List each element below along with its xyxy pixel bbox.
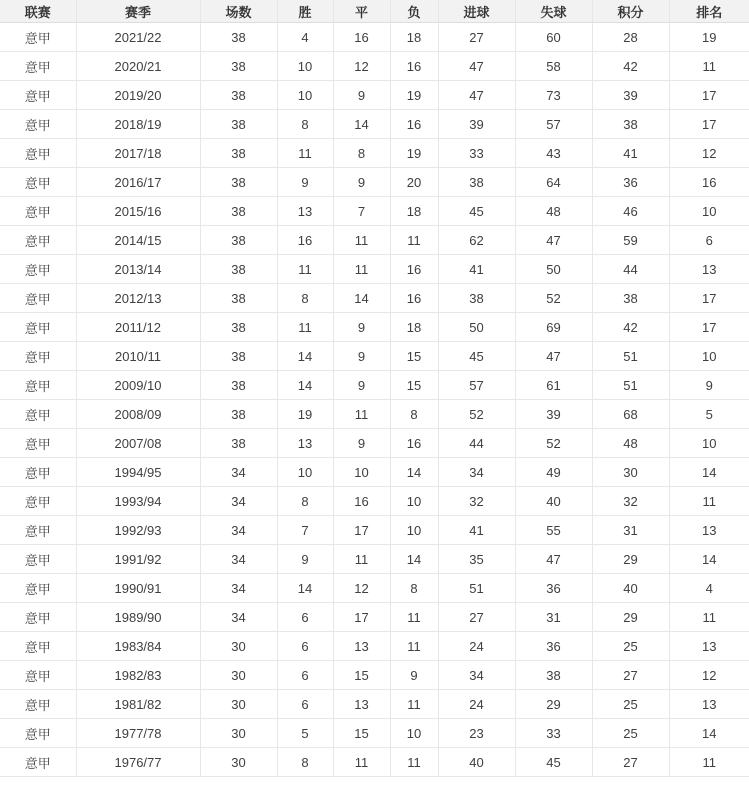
cell-league: 意甲 (0, 23, 76, 52)
table-row (0, 458, 749, 487)
cell-losses: 11 (390, 748, 438, 777)
cell-matches: 30 (200, 661, 277, 690)
cell-draws: 11 (333, 226, 390, 255)
cell-matches: 38 (200, 168, 277, 197)
cell-season: 1992/93 (76, 516, 200, 545)
cell-points: 30 (592, 458, 669, 487)
cell-wins: 7 (277, 516, 333, 545)
cell-wins: 8 (277, 110, 333, 139)
cell-goals-for: 45 (438, 197, 515, 226)
cell-matches: 38 (200, 371, 277, 400)
table-row (0, 574, 749, 603)
cell-wins: 14 (277, 342, 333, 371)
cell-league: 意甲 (0, 197, 76, 226)
cell-matches: 38 (200, 255, 277, 284)
cell-rank: 10 (669, 197, 749, 226)
cell-league: 意甲 (0, 429, 76, 458)
cell-goals-against: 57 (515, 110, 592, 139)
cell-points: 38 (592, 110, 669, 139)
cell-rank: 11 (669, 603, 749, 632)
cell-draws: 9 (333, 429, 390, 458)
cell-draws: 17 (333, 603, 390, 632)
cell-losses: 16 (390, 429, 438, 458)
cell-league: 意甲 (0, 81, 76, 110)
cell-rank: 5 (669, 400, 749, 429)
cell-rank: 9 (669, 371, 749, 400)
cell-rank: 13 (669, 516, 749, 545)
table-row (0, 371, 749, 400)
table-row (0, 690, 749, 719)
table-row (0, 197, 749, 226)
cell-rank: 17 (669, 313, 749, 342)
cell-season: 1994/95 (76, 458, 200, 487)
cell-draws: 17 (333, 516, 390, 545)
cell-goals-for: 24 (438, 632, 515, 661)
cell-draws: 9 (333, 168, 390, 197)
table-row (0, 719, 749, 748)
cell-points: 27 (592, 661, 669, 690)
cell-losses: 16 (390, 52, 438, 81)
cell-goals-against: 50 (515, 255, 592, 284)
table-row (0, 284, 749, 313)
cell-rank: 12 (669, 661, 749, 690)
cell-draws: 16 (333, 487, 390, 516)
cell-draws: 9 (333, 342, 390, 371)
cell-season: 2010/11 (76, 342, 200, 371)
table-row (0, 661, 749, 690)
cell-losses: 11 (390, 603, 438, 632)
cell-goals-for: 45 (438, 342, 515, 371)
cell-league: 意甲 (0, 139, 76, 168)
cell-season: 2017/18 (76, 139, 200, 168)
cell-season: 2011/12 (76, 313, 200, 342)
cell-season: 1983/84 (76, 632, 200, 661)
cell-league: 意甲 (0, 313, 76, 342)
cell-draws: 12 (333, 52, 390, 81)
cell-goals-against: 43 (515, 139, 592, 168)
cell-draws: 12 (333, 574, 390, 603)
cell-points: 46 (592, 197, 669, 226)
cell-season: 1989/90 (76, 603, 200, 632)
cell-wins: 11 (277, 255, 333, 284)
cell-points: 25 (592, 632, 669, 661)
table-row (0, 226, 749, 255)
cell-losses: 15 (390, 342, 438, 371)
cell-draws: 15 (333, 719, 390, 748)
cell-losses: 19 (390, 139, 438, 168)
cell-matches: 38 (200, 226, 277, 255)
cell-losses: 8 (390, 574, 438, 603)
cell-draws: 13 (333, 632, 390, 661)
cell-season: 2018/19 (76, 110, 200, 139)
cell-league: 意甲 (0, 661, 76, 690)
cell-draws: 9 (333, 81, 390, 110)
cell-rank: 16 (669, 168, 749, 197)
cell-goals-for: 62 (438, 226, 515, 255)
cell-losses: 16 (390, 110, 438, 139)
cell-points: 44 (592, 255, 669, 284)
cell-matches: 38 (200, 197, 277, 226)
cell-matches: 34 (200, 516, 277, 545)
cell-season: 2015/16 (76, 197, 200, 226)
cell-season: 1991/92 (76, 545, 200, 574)
cell-matches: 38 (200, 313, 277, 342)
cell-goals-for: 52 (438, 400, 515, 429)
cell-wins: 10 (277, 52, 333, 81)
cell-goals-for: 33 (438, 139, 515, 168)
table-row (0, 110, 749, 139)
cell-draws: 13 (333, 690, 390, 719)
cell-season: 1990/91 (76, 574, 200, 603)
cell-league: 意甲 (0, 748, 76, 777)
table-row (0, 748, 749, 777)
cell-goals-against: 47 (515, 545, 592, 574)
cell-draws: 9 (333, 371, 390, 400)
cell-wins: 6 (277, 690, 333, 719)
cell-losses: 18 (390, 23, 438, 52)
cell-league: 意甲 (0, 574, 76, 603)
cell-points: 29 (592, 603, 669, 632)
column-header-rank: 排名 (669, 0, 749, 23)
cell-wins: 4 (277, 23, 333, 52)
cell-season: 2019/20 (76, 81, 200, 110)
cell-league: 意甲 (0, 400, 76, 429)
cell-goals-for: 38 (438, 168, 515, 197)
cell-wins: 14 (277, 574, 333, 603)
table-body (0, 23, 749, 777)
cell-matches: 38 (200, 52, 277, 81)
cell-season: 1976/77 (76, 748, 200, 777)
table-row (0, 516, 749, 545)
cell-matches: 38 (200, 284, 277, 313)
header-row (0, 0, 749, 23)
cell-goals-against: 60 (515, 23, 592, 52)
cell-season: 2008/09 (76, 400, 200, 429)
cell-rank: 13 (669, 690, 749, 719)
cell-goals-against: 38 (515, 661, 592, 690)
cell-wins: 11 (277, 139, 333, 168)
cell-goals-against: 52 (515, 284, 592, 313)
cell-wins: 10 (277, 81, 333, 110)
cell-draws: 8 (333, 139, 390, 168)
table-row (0, 23, 749, 52)
cell-goals-against: 40 (515, 487, 592, 516)
column-header-matches: 场数 (200, 0, 277, 23)
cell-rank: 17 (669, 110, 749, 139)
cell-goals-against: 36 (515, 574, 592, 603)
cell-matches: 38 (200, 23, 277, 52)
column-header-league: 联赛 (0, 0, 76, 23)
cell-goals-for: 41 (438, 255, 515, 284)
cell-season: 2014/15 (76, 226, 200, 255)
cell-goals-against: 48 (515, 197, 592, 226)
cell-rank: 11 (669, 52, 749, 81)
cell-goals-against: 52 (515, 429, 592, 458)
cell-league: 意甲 (0, 603, 76, 632)
cell-league: 意甲 (0, 110, 76, 139)
table-row (0, 487, 749, 516)
cell-points: 31 (592, 516, 669, 545)
cell-losses: 10 (390, 487, 438, 516)
cell-goals-against: 73 (515, 81, 592, 110)
cell-matches: 34 (200, 487, 277, 516)
cell-wins: 14 (277, 371, 333, 400)
cell-league: 意甲 (0, 226, 76, 255)
cell-rank: 10 (669, 429, 749, 458)
cell-matches: 30 (200, 690, 277, 719)
cell-losses: 20 (390, 168, 438, 197)
cell-wins: 9 (277, 545, 333, 574)
cell-goals-for: 27 (438, 603, 515, 632)
cell-losses: 16 (390, 255, 438, 284)
cell-matches: 38 (200, 139, 277, 168)
cell-goals-against: 69 (515, 313, 592, 342)
cell-season: 2007/08 (76, 429, 200, 458)
cell-losses: 18 (390, 313, 438, 342)
cell-losses: 11 (390, 632, 438, 661)
column-header-draws: 平 (333, 0, 390, 23)
table-row (0, 400, 749, 429)
cell-losses: 10 (390, 516, 438, 545)
cell-losses: 14 (390, 458, 438, 487)
cell-points: 36 (592, 168, 669, 197)
cell-draws: 10 (333, 458, 390, 487)
cell-draws: 11 (333, 255, 390, 284)
cell-goals-against: 49 (515, 458, 592, 487)
cell-points: 40 (592, 574, 669, 603)
cell-matches: 38 (200, 429, 277, 458)
cell-draws: 16 (333, 23, 390, 52)
cell-rank: 13 (669, 632, 749, 661)
cell-goals-for: 34 (438, 458, 515, 487)
cell-wins: 8 (277, 748, 333, 777)
cell-matches: 30 (200, 748, 277, 777)
cell-matches: 34 (200, 458, 277, 487)
cell-losses: 8 (390, 400, 438, 429)
cell-points: 59 (592, 226, 669, 255)
cell-wins: 6 (277, 603, 333, 632)
cell-league: 意甲 (0, 545, 76, 574)
cell-draws: 14 (333, 284, 390, 313)
cell-matches: 38 (200, 400, 277, 429)
cell-goals-against: 61 (515, 371, 592, 400)
cell-matches: 30 (200, 719, 277, 748)
cell-goals-against: 47 (515, 342, 592, 371)
cell-rank: 14 (669, 719, 749, 748)
table-row (0, 545, 749, 574)
cell-season: 2012/13 (76, 284, 200, 313)
cell-goals-against: 39 (515, 400, 592, 429)
cell-goals-for: 38 (438, 284, 515, 313)
cell-losses: 18 (390, 197, 438, 226)
cell-season: 2020/21 (76, 52, 200, 81)
table-row (0, 255, 749, 284)
cell-matches: 30 (200, 632, 277, 661)
cell-league: 意甲 (0, 342, 76, 371)
cell-rank: 17 (669, 81, 749, 110)
cell-goals-for: 24 (438, 690, 515, 719)
table-row (0, 52, 749, 81)
cell-season: 2021/22 (76, 23, 200, 52)
cell-losses: 11 (390, 690, 438, 719)
cell-points: 41 (592, 139, 669, 168)
column-header-season: 赛季 (76, 0, 200, 23)
cell-rank: 12 (669, 139, 749, 168)
cell-points: 68 (592, 400, 669, 429)
cell-rank: 11 (669, 748, 749, 777)
column-header-losses: 负 (390, 0, 438, 23)
cell-rank: 17 (669, 284, 749, 313)
cell-goals-for: 39 (438, 110, 515, 139)
cell-rank: 10 (669, 342, 749, 371)
cell-league: 意甲 (0, 255, 76, 284)
cell-matches: 34 (200, 574, 277, 603)
cell-rank: 6 (669, 226, 749, 255)
cell-points: 42 (592, 52, 669, 81)
cell-points: 29 (592, 545, 669, 574)
cell-matches: 34 (200, 545, 277, 574)
cell-points: 25 (592, 719, 669, 748)
cell-wins: 8 (277, 284, 333, 313)
cell-points: 48 (592, 429, 669, 458)
column-header-wins: 胜 (277, 0, 333, 23)
cell-league: 意甲 (0, 719, 76, 748)
cell-losses: 11 (390, 226, 438, 255)
cell-goals-against: 31 (515, 603, 592, 632)
cell-goals-against: 29 (515, 690, 592, 719)
cell-losses: 14 (390, 545, 438, 574)
cell-points: 51 (592, 371, 669, 400)
cell-goals-for: 51 (438, 574, 515, 603)
cell-draws: 11 (333, 545, 390, 574)
cell-goals-against: 64 (515, 168, 592, 197)
cell-matches: 38 (200, 342, 277, 371)
cell-goals-for: 32 (438, 487, 515, 516)
cell-draws: 11 (333, 748, 390, 777)
cell-rank: 14 (669, 545, 749, 574)
cell-goals-for: 50 (438, 313, 515, 342)
cell-goals-for: 41 (438, 516, 515, 545)
cell-season: 1993/94 (76, 487, 200, 516)
cell-wins: 19 (277, 400, 333, 429)
cell-season: 1977/78 (76, 719, 200, 748)
cell-goals-for: 57 (438, 371, 515, 400)
cell-matches: 34 (200, 603, 277, 632)
cell-goals-for: 40 (438, 748, 515, 777)
cell-wins: 16 (277, 226, 333, 255)
cell-league: 意甲 (0, 371, 76, 400)
cell-wins: 11 (277, 313, 333, 342)
cell-wins: 5 (277, 719, 333, 748)
cell-wins: 6 (277, 632, 333, 661)
cell-rank: 4 (669, 574, 749, 603)
cell-points: 32 (592, 487, 669, 516)
table-row (0, 603, 749, 632)
cell-draws: 15 (333, 661, 390, 690)
cell-season: 2013/14 (76, 255, 200, 284)
cell-goals-against: 47 (515, 226, 592, 255)
cell-league: 意甲 (0, 168, 76, 197)
column-header-goals-against: 失球 (515, 0, 592, 23)
cell-rank: 14 (669, 458, 749, 487)
cell-losses: 10 (390, 719, 438, 748)
cell-wins: 8 (277, 487, 333, 516)
cell-wins: 10 (277, 458, 333, 487)
cell-league: 意甲 (0, 52, 76, 81)
table-row (0, 81, 749, 110)
cell-points: 42 (592, 313, 669, 342)
cell-league: 意甲 (0, 690, 76, 719)
cell-goals-against: 36 (515, 632, 592, 661)
table-row (0, 313, 749, 342)
cell-goals-for: 47 (438, 81, 515, 110)
cell-league: 意甲 (0, 487, 76, 516)
cell-goals-for: 35 (438, 545, 515, 574)
cell-wins: 13 (277, 429, 333, 458)
cell-goals-for: 47 (438, 52, 515, 81)
cell-rank: 13 (669, 255, 749, 284)
cell-goals-against: 58 (515, 52, 592, 81)
cell-losses: 15 (390, 371, 438, 400)
cell-losses: 9 (390, 661, 438, 690)
cell-goals-for: 27 (438, 23, 515, 52)
cell-points: 51 (592, 342, 669, 371)
cell-league: 意甲 (0, 516, 76, 545)
cell-season: 1981/82 (76, 690, 200, 719)
column-header-goals-for: 进球 (438, 0, 515, 23)
cell-season: 2009/10 (76, 371, 200, 400)
cell-goals-against: 33 (515, 719, 592, 748)
cell-points: 39 (592, 81, 669, 110)
table-row (0, 342, 749, 371)
cell-goals-against: 45 (515, 748, 592, 777)
table-row (0, 139, 749, 168)
cell-points: 25 (592, 690, 669, 719)
cell-season: 1982/83 (76, 661, 200, 690)
cell-points: 27 (592, 748, 669, 777)
cell-draws: 14 (333, 110, 390, 139)
table-row (0, 632, 749, 661)
cell-draws: 7 (333, 197, 390, 226)
table-row (0, 429, 749, 458)
cell-wins: 9 (277, 168, 333, 197)
cell-points: 28 (592, 23, 669, 52)
cell-draws: 11 (333, 400, 390, 429)
cell-draws: 9 (333, 313, 390, 342)
column-header-points: 积分 (592, 0, 669, 23)
cell-points: 38 (592, 284, 669, 313)
cell-league: 意甲 (0, 284, 76, 313)
cell-league: 意甲 (0, 632, 76, 661)
cell-goals-against: 55 (515, 516, 592, 545)
cell-goals-for: 23 (438, 719, 515, 748)
cell-losses: 19 (390, 81, 438, 110)
cell-wins: 6 (277, 661, 333, 690)
cell-season: 2016/17 (76, 168, 200, 197)
cell-goals-for: 34 (438, 661, 515, 690)
cell-rank: 11 (669, 487, 749, 516)
cell-losses: 16 (390, 284, 438, 313)
table-row (0, 168, 749, 197)
cell-wins: 13 (277, 197, 333, 226)
cell-league: 意甲 (0, 458, 76, 487)
cell-matches: 38 (200, 81, 277, 110)
cell-rank: 19 (669, 23, 749, 52)
cell-matches: 38 (200, 110, 277, 139)
cell-goals-for: 44 (438, 429, 515, 458)
